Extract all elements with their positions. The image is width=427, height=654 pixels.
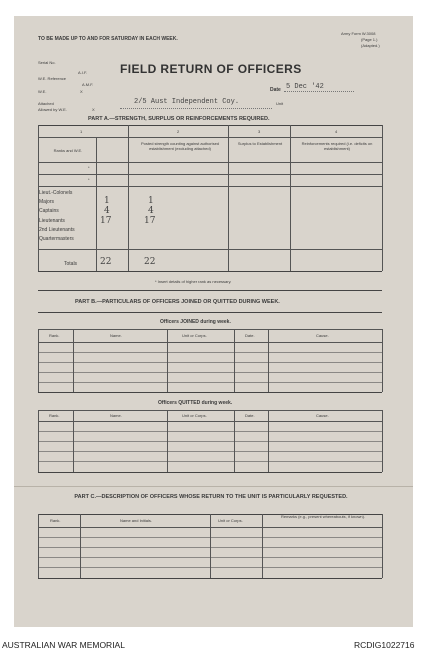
majors-we: 1	[104, 196, 110, 206]
quitted-title: Officers QUITTED during week.	[158, 400, 233, 406]
partc-col-name: Name and Initials.	[120, 518, 153, 523]
unit-line	[120, 108, 272, 109]
quitted-col-unit: Unit or Corps.	[182, 413, 207, 418]
x-label: X	[80, 89, 83, 94]
part-b-title: PART B.—PARTICULARS OF OFFICERS JOINED OR QUITTED DURING WEEK.	[75, 299, 280, 305]
we-ref-label: W.E. Reference	[38, 76, 67, 81]
joined-title: Officers JOINED during week.	[160, 319, 231, 325]
totals-label: Totals	[64, 261, 78, 267]
header-reinforcements: Reinforcements required (i.e. deficits on establishment)	[301, 141, 373, 151]
joined-col-rank: Rank.	[49, 333, 60, 338]
col-number-3: 3	[258, 129, 261, 134]
captains-we: 4	[104, 206, 110, 216]
x-label-2: X	[92, 107, 95, 112]
partc-col-rank: Rank.	[50, 518, 61, 523]
quitted-col-name: Name.	[110, 413, 122, 418]
army-form-adapted: (Adapted.)	[361, 43, 380, 48]
fold-line	[14, 486, 413, 487]
totals-we: 22	[100, 257, 112, 267]
unit-label: Unit	[276, 101, 284, 106]
date-line	[284, 91, 354, 92]
attached-label: Attached	[38, 101, 54, 106]
lieutenants-posted: 17	[144, 216, 156, 226]
joined-col-name: Name.	[110, 333, 122, 338]
part-c-title: PART C.—DESCRIPTION OF OFFICERS WHOSE RETURN TO THE UNIT IS PARTICULARLY REQUESTED.	[74, 494, 348, 500]
lieutenants-we: 17	[100, 216, 112, 226]
star-1: *	[88, 165, 90, 170]
header-surplus: Surplus to Establishment	[237, 141, 283, 146]
footer-right: RCDIG1022716	[354, 640, 415, 650]
col-number-1: 1	[80, 129, 83, 134]
allowed-label: Allowed by W.E.	[38, 107, 67, 112]
joined-col-date: Date.	[245, 333, 255, 338]
date-label: Date	[270, 87, 281, 93]
col-number-4: 4	[335, 129, 338, 134]
row-2nd-lieutenants: 2nd Lieutenants	[39, 227, 75, 233]
star-2: *	[88, 177, 90, 182]
amf-label: A.M.F.	[82, 82, 94, 87]
quitted-col-cause: Cause.	[316, 413, 329, 418]
partc-col-remarks: Remarks (e.g., present whereabouts, if known).	[280, 514, 366, 519]
header-posted: Posted strength counting against authorised establishment (excluding attached)	[140, 141, 220, 151]
header-ranks: Ranks and W.E.	[53, 148, 83, 153]
quitted-col-rank: Rank.	[49, 413, 60, 418]
footer-left: AUSTRALIAN WAR MEMORIAL	[2, 640, 125, 650]
we-label: W.E.	[38, 89, 47, 94]
part-a-top-rule	[38, 125, 382, 126]
row-lieutenants: Lieutenants	[39, 218, 65, 224]
joined-col-cause: Cause.	[316, 333, 329, 338]
row-captains: Captains	[39, 208, 59, 214]
captains-posted: 4	[148, 206, 154, 216]
row-lt-colonels: Lieut.-Colonels	[39, 190, 73, 196]
majors-posted: 1	[148, 196, 154, 206]
joined-col-unit: Unit or Corps.	[182, 333, 207, 338]
army-form-number: Army Form W.3008	[341, 31, 376, 36]
part-a-footnote: * Insert details of higher rank as necessary.	[155, 279, 232, 284]
row-majors: Majors	[39, 199, 55, 205]
partc-col-unit: Unit or Corps.	[218, 518, 243, 523]
serial-label: Serial No.	[38, 60, 56, 65]
top-note: TO BE MADE UP TO AND FOR SATURDAY IN EACH WEEK.	[38, 36, 178, 42]
col-number-2: 2	[177, 129, 180, 134]
part-a-title: PART A.—STRENGTH, SURPLUS OR REINFORCEMENTS REQUIRED.	[88, 116, 270, 122]
form-title: FIELD RETURN OF OFFICERS	[120, 62, 302, 76]
unit-value: 2/5 Aust Independent Coy.	[134, 98, 240, 106]
army-form-page: (Page 1.)	[361, 37, 378, 42]
totals-posted: 22	[144, 257, 156, 267]
aif-label: A.I.F.	[78, 70, 88, 75]
quitted-col-date: Date.	[245, 413, 255, 418]
date-value: 5 Dec '42	[286, 83, 324, 91]
row-quartermasters: Quartermasters	[39, 236, 74, 242]
